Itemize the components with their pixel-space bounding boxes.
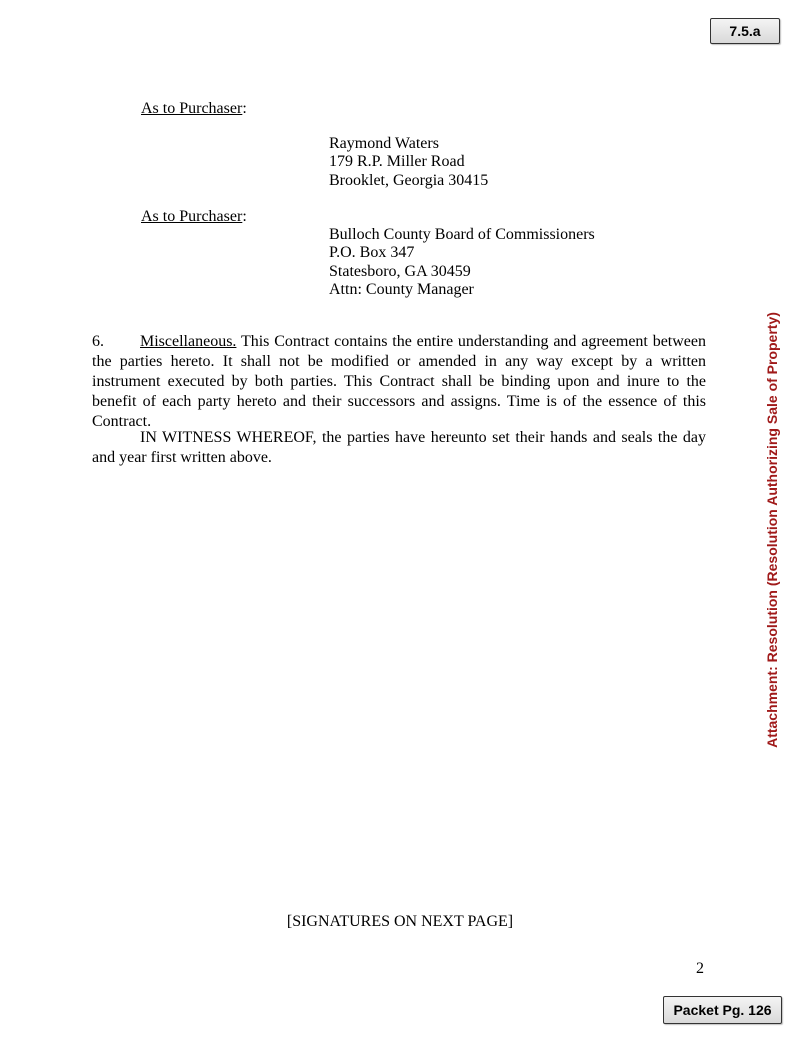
- notice-label-1: [141, 99, 247, 118]
- address-line: Statesboro, GA 30459: [329, 263, 471, 280]
- address-line: 179 R.P. Miller Road: [329, 153, 465, 170]
- section-text: This Contract contains the entire understanding and agreement between the parties hereto. It shall not be modified or amended in any way except by a written instrument executed by both parties. This Contract shall be binding upon and inure to the benefit of each party hereto and their successors and assigns. Time is of the essence of this Contract.: [92, 333, 706, 430]
- page-number: 2: [696, 960, 704, 977]
- notice-label-text: As to Purchaser: [141, 208, 243, 225]
- notice-label-text: As to Purchaser: [141, 100, 243, 117]
- address-line: Raymond Waters: [329, 135, 439, 152]
- address-line: Bulloch County Board of Commissioners: [329, 226, 595, 243]
- address-line: P.O. Box 347: [329, 244, 415, 261]
- section-tag: 7.5.a: [710, 18, 780, 44]
- notice-label-2: [141, 207, 247, 226]
- packet-page-tag: Packet Pg. 126: [663, 996, 782, 1024]
- witness-paragraph: [92, 428, 706, 468]
- section-number: 6.: [92, 333, 104, 350]
- signatures-note: [SIGNATURES ON NEXT PAGE]: [286, 913, 514, 930]
- notice-label-colon: :: [242, 100, 247, 117]
- address-line: Attn: County Manager: [329, 281, 474, 298]
- witness-text: IN WITNESS WHEREOF, the parties have hereunto set their hands and seals the day and year first written above.: [92, 429, 706, 466]
- address-line: Brooklet, Georgia 30415: [329, 172, 489, 189]
- attachment-side-label: Attachment: Resolution (Resolution Authorizing Sale of Property): [764, 312, 780, 748]
- miscellaneous-paragraph: [92, 332, 706, 432]
- section-heading: Miscellaneous.: [140, 333, 237, 350]
- notice-label-colon: :: [242, 208, 247, 225]
